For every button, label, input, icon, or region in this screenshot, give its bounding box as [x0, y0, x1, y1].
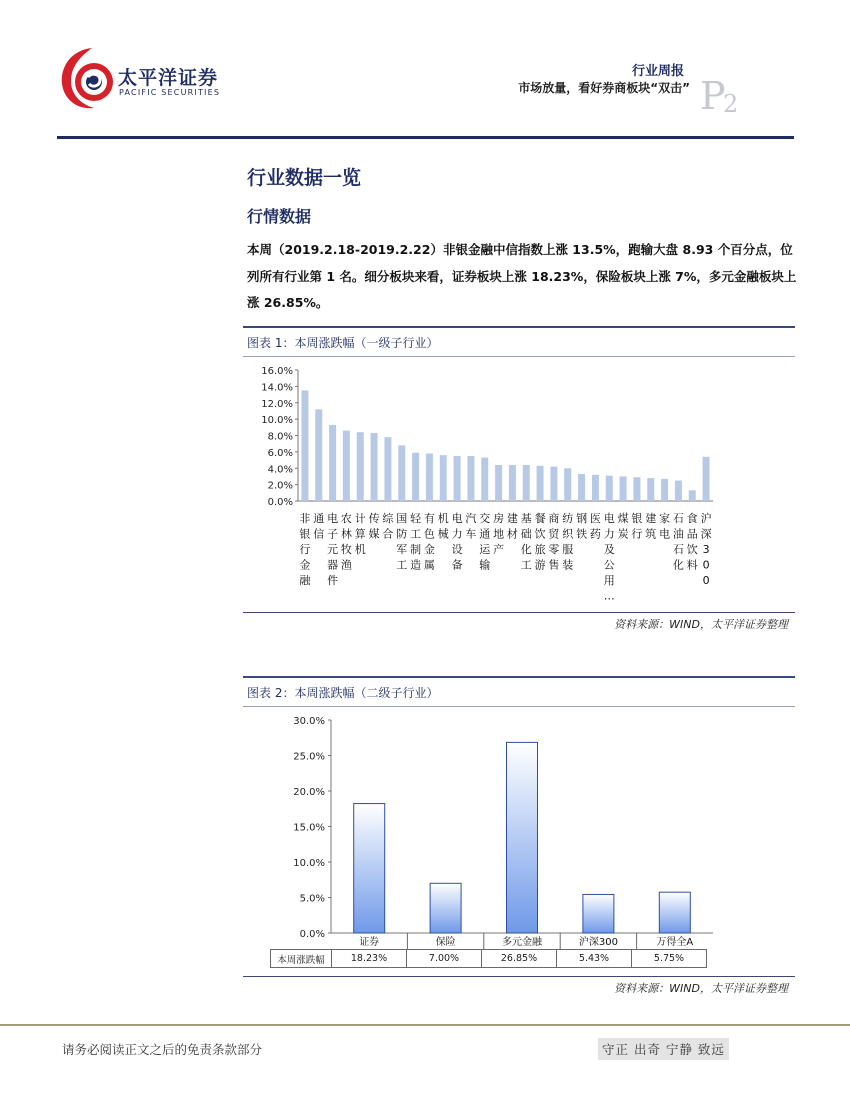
- logo-emblem-icon: [58, 44, 118, 114]
- figure2-top-rule: [243, 676, 795, 678]
- bar: [398, 445, 405, 501]
- bar: [430, 883, 461, 933]
- x-tick-label: 建材: [506, 512, 518, 541]
- bar: [426, 454, 433, 501]
- bar: [689, 490, 696, 501]
- x-tick-label: 钢铁: [576, 512, 588, 541]
- x-tick-label: 沪深300: [578, 937, 618, 948]
- page-prefix: P: [700, 74, 726, 118]
- table-cell: 7.00%: [407, 950, 482, 968]
- bar: [384, 437, 391, 501]
- report-type: 行业周报: [631, 64, 684, 79]
- brand-name-en: PACIFIC SECURITIES: [119, 88, 221, 97]
- x-tick-label: 石油石化: [672, 512, 684, 572]
- x-tick-label: 交通运输: [479, 512, 491, 572]
- bar: [633, 477, 640, 501]
- bar: [661, 479, 668, 501]
- x-tick-label: 轻工制造: [410, 512, 422, 572]
- bar: [454, 456, 461, 501]
- x-tick-label: 多元金融: [502, 937, 542, 948]
- bar: [467, 456, 474, 501]
- bar: [659, 892, 690, 933]
- table-cell: 26.85%: [482, 950, 557, 968]
- x-tick-label: 电力及公用…: [603, 512, 615, 603]
- footer-motto: 守正 出奇 宁静 致远: [598, 1038, 729, 1060]
- bar: [495, 465, 502, 501]
- bar: [703, 457, 710, 501]
- y-tick-label: 6.0%: [267, 447, 293, 459]
- figure2-data-table: [270, 949, 707, 968]
- x-tick-label: 沪深 3 0 0: [700, 512, 712, 587]
- figure1-title-rule: [243, 356, 795, 357]
- x-tick-label: 房地产: [493, 512, 505, 556]
- section-title: 行业数据一览: [247, 167, 362, 189]
- section-subtitle: 行情数据: [247, 207, 312, 226]
- bar: [675, 481, 682, 501]
- x-tick-label: 综合: [382, 512, 394, 541]
- y-tick-label: 20.0%: [293, 787, 325, 798]
- x-tick-label: 非银行金融: [299, 512, 311, 587]
- y-tick-label: 0.0%: [299, 929, 325, 940]
- figure2-bar-chart: [243, 710, 795, 948]
- y-tick-label: 25.0%: [293, 751, 325, 763]
- header-divider: [57, 136, 794, 139]
- figure1-bottom-rule: [243, 612, 795, 613]
- figure1-source: 资料来源：WIND，太平洋证券整理: [614, 618, 788, 631]
- figure2-source: 资料来源：WIND，太平洋证券整理: [614, 982, 788, 995]
- table-cell: 18.23%: [332, 950, 407, 968]
- y-tick-label: 0.0%: [267, 497, 293, 508]
- body-paragraph: 本周（2019.2.18-2019.2.22）非银金融中信指数上涨 13.5%，跑输大盘 8.93 个百分点，位列所有行业第 1 名。细分板块来看，证券板块上涨 18.23%，保险板块上涨 7%，多元金融板块上涨 26.85%。: [247, 242, 797, 310]
- bar: [329, 425, 336, 501]
- table-row: [271, 950, 707, 968]
- bar: [592, 475, 599, 501]
- page-number: 2: [723, 90, 739, 118]
- y-tick-label: 12.0%: [261, 398, 293, 410]
- figure1-top-rule: [243, 326, 795, 328]
- x-tick-label: 机械: [437, 512, 449, 541]
- figure2-title: 图表 2：本周涨跌幅（二级子行业）: [247, 686, 439, 700]
- x-tick-label: 医药: [589, 512, 601, 541]
- bar: [354, 804, 385, 933]
- y-tick-label: 10.0%: [293, 858, 325, 869]
- x-tick-label: 电力设备: [451, 512, 463, 572]
- figure1-bar-chart: [243, 360, 795, 610]
- x-tick-label: 有色金属: [423, 512, 435, 572]
- bar: [647, 478, 654, 501]
- bar: [620, 476, 627, 501]
- x-tick-label: 证券: [359, 937, 380, 948]
- bar: [357, 432, 364, 501]
- x-tick-label: 餐饮旅游: [534, 512, 546, 572]
- y-tick-label: 8.0%: [267, 431, 293, 443]
- x-tick-label: 建筑: [645, 512, 657, 541]
- x-tick-label: 基础化工: [520, 512, 532, 572]
- figure2-title-rule: [243, 706, 795, 707]
- footer-divider: [0, 1024, 850, 1026]
- bar: [371, 433, 378, 501]
- y-tick-label: 2.0%: [267, 480, 293, 492]
- y-tick-label: 15.0%: [293, 822, 325, 834]
- table-row-label: 本周涨跌幅: [271, 950, 332, 968]
- x-tick-label: 通信: [313, 512, 325, 541]
- x-tick-label: 万得全A: [656, 937, 694, 948]
- report-title: 市场放量，看好券商板块“双击”: [518, 81, 690, 95]
- bar: [315, 409, 322, 501]
- bar: [523, 465, 530, 501]
- x-tick-label: 商贸零售: [548, 512, 560, 572]
- x-tick-label: 煤炭: [617, 512, 629, 541]
- bar: [606, 476, 613, 501]
- x-tick-label: 汽车: [465, 512, 477, 541]
- bar: [564, 468, 571, 501]
- figure1-title: 图表 1：本周涨跌幅（一级子行业）: [247, 336, 439, 350]
- bar: [343, 431, 350, 501]
- bar: [537, 466, 544, 501]
- brand-name-cn: 太平洋证券: [118, 67, 219, 89]
- table-cell: 5.75%: [632, 950, 707, 968]
- figure2-bottom-rule: [243, 976, 795, 977]
- y-tick-label: 4.0%: [267, 464, 293, 476]
- bar: [583, 894, 614, 933]
- x-tick-label: 传媒: [368, 512, 380, 541]
- x-tick-label: 纺织服装: [562, 512, 574, 572]
- footer-disclaimer: 请务必阅读正文之后的免责条款部分: [62, 1042, 263, 1057]
- x-tick-label: 保险: [435, 937, 456, 948]
- bar: [507, 742, 538, 933]
- bar: [301, 390, 308, 501]
- x-tick-label: 国防军工: [396, 512, 408, 572]
- table-cell: 5.43%: [557, 950, 632, 968]
- y-tick-label: 16.0%: [261, 366, 293, 377]
- bar: [550, 467, 557, 501]
- x-tick-label: 家电: [659, 512, 671, 541]
- bar: [412, 453, 419, 501]
- y-tick-label: 14.0%: [261, 382, 293, 394]
- x-tick-label: 银行: [631, 512, 643, 541]
- y-tick-label: 5.0%: [299, 893, 325, 905]
- bar: [481, 458, 488, 501]
- y-tick-label: 10.0%: [261, 415, 293, 427]
- x-tick-label: 食品饮料: [686, 512, 698, 572]
- bar: [509, 465, 516, 501]
- x-tick-label: 农林牧渔: [340, 512, 352, 572]
- bar: [578, 474, 585, 501]
- x-tick-label: 电子元器件: [327, 512, 339, 587]
- y-tick-label: 30.0%: [293, 716, 325, 727]
- bar: [440, 455, 447, 501]
- x-tick-label: 计算机: [354, 512, 366, 556]
